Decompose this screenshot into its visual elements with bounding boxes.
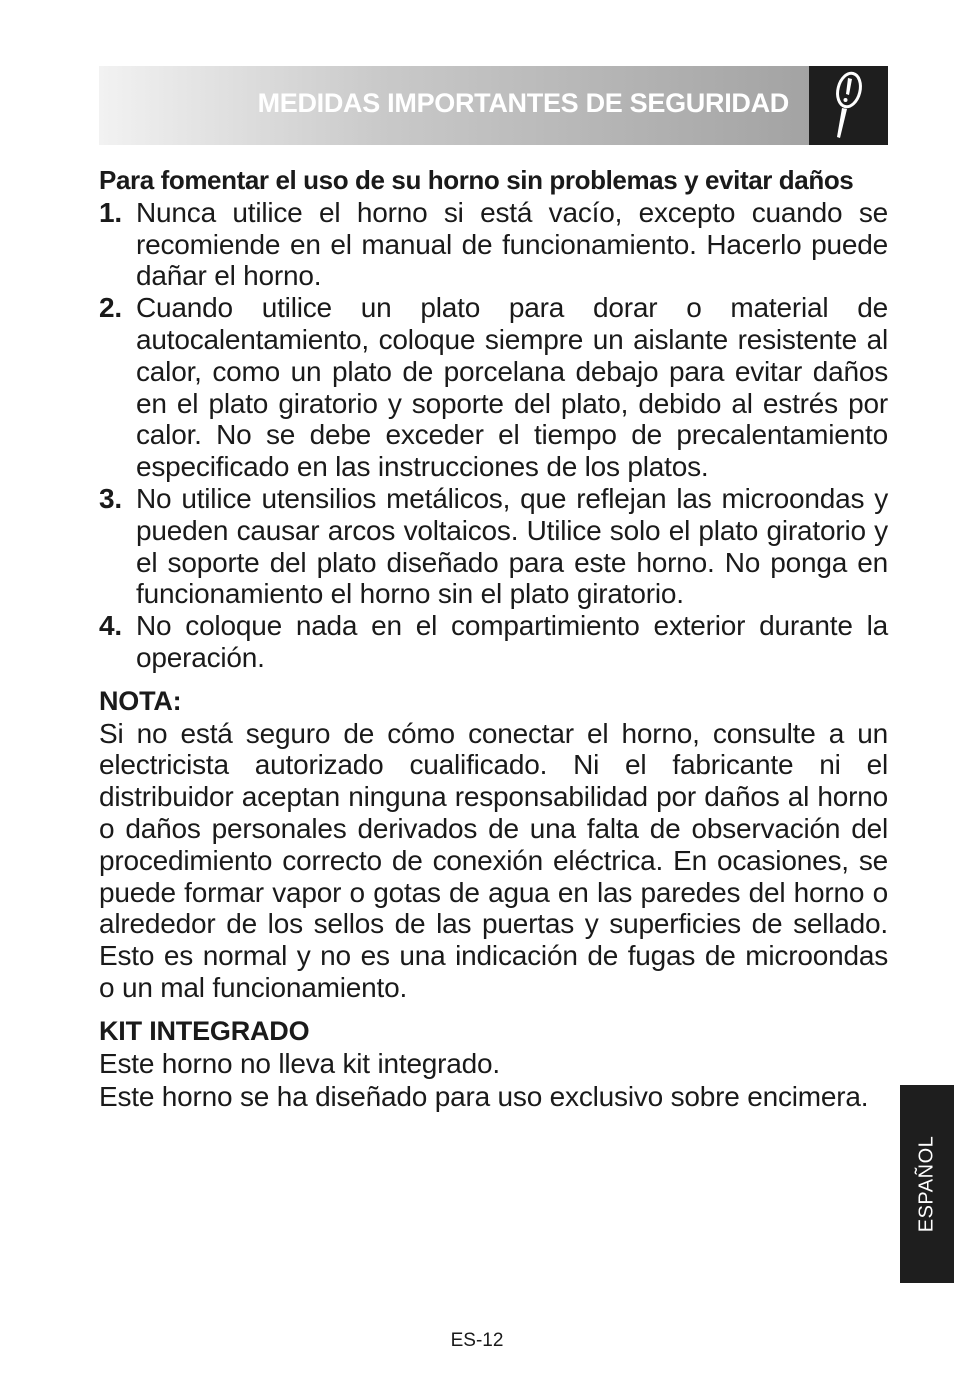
note-title: NOTA: (99, 685, 182, 716)
list-item-number: 1. (99, 196, 122, 228)
kit-title: KIT INTEGRADO (99, 1015, 310, 1046)
list-item-number: 2. (99, 292, 122, 324)
list-item (99, 292, 888, 483)
intro-heading: Para fomentar el uso de su horno sin problemas y evitar daños (99, 165, 854, 195)
list-item (99, 483, 888, 610)
list-item-number: 3. (99, 482, 122, 514)
safety-list (99, 197, 888, 674)
main-content (99, 165, 888, 1113)
list-item (99, 610, 888, 674)
header-icon-box (809, 66, 888, 145)
language-tab-label: ESPAÑOL (915, 1135, 938, 1233)
list-item (99, 197, 888, 292)
language-tab (900, 1085, 954, 1283)
list-item-text: Nunca utilice el horno si está vacío, excepto cuando se recomiende en el manual de funcionamiento. Hacerlo puede dañar el horno. (136, 196, 888, 292)
note-text: Si no está seguro de cómo conectar el horno, consulte a un electricista autorizado cualificado. Ni el fabricante ni el distribuidor aceptan ninguna responsabilidad por daños al horno o daños personales derivados de una falta de observación del procedimiento correcto de conexión eléctrica. En ocasiones, se puede formar vapor o gotas de agua en las paredes del horno o alrededor de los sellos de las puertas y superficies de sellado. Esto es normal y no es una indicación de fugas de microondas o un mal funcionamiento. (99, 717, 888, 1003)
list-item-text: Cuando utilice un plato para dorar o material de autocalentamiento, coloque siempre un aislante resistente al calor, como un plato de porcelana debajo para evitar daños en el plato giratorio y soporte del plato, debido al estrés por calor. No se debe exceder el tiempo de precalentamiento especificado en las instrucciones de los platos. (136, 292, 888, 483)
kit-line-1: Este horno no lleva kit integrado. (99, 1047, 501, 1079)
list-item-number: 4. (99, 610, 122, 642)
kit-line-2: Este horno se ha diseñado para uso exclusivo sobre encimera. (99, 1081, 869, 1113)
warning-exclamation-icon (829, 70, 869, 142)
section-header-bar (99, 66, 809, 145)
list-item-text: No utilice utensilios metálicos, que reflejan las microondas y pueden causar arcos voltaicos. Utilice solo el plato giratorio y el soporte del plato diseñado para este horno. No ponga en funcionamiento el horno sin el plato giratorio. (136, 482, 888, 610)
page-number: ES-12 (450, 1330, 504, 1351)
list-item-text: No coloque nada en el compartimiento exterior durante la operación. (136, 610, 888, 673)
section-header-title: MEDIDAS IMPORTANTES DE SEGURIDAD (257, 88, 789, 118)
